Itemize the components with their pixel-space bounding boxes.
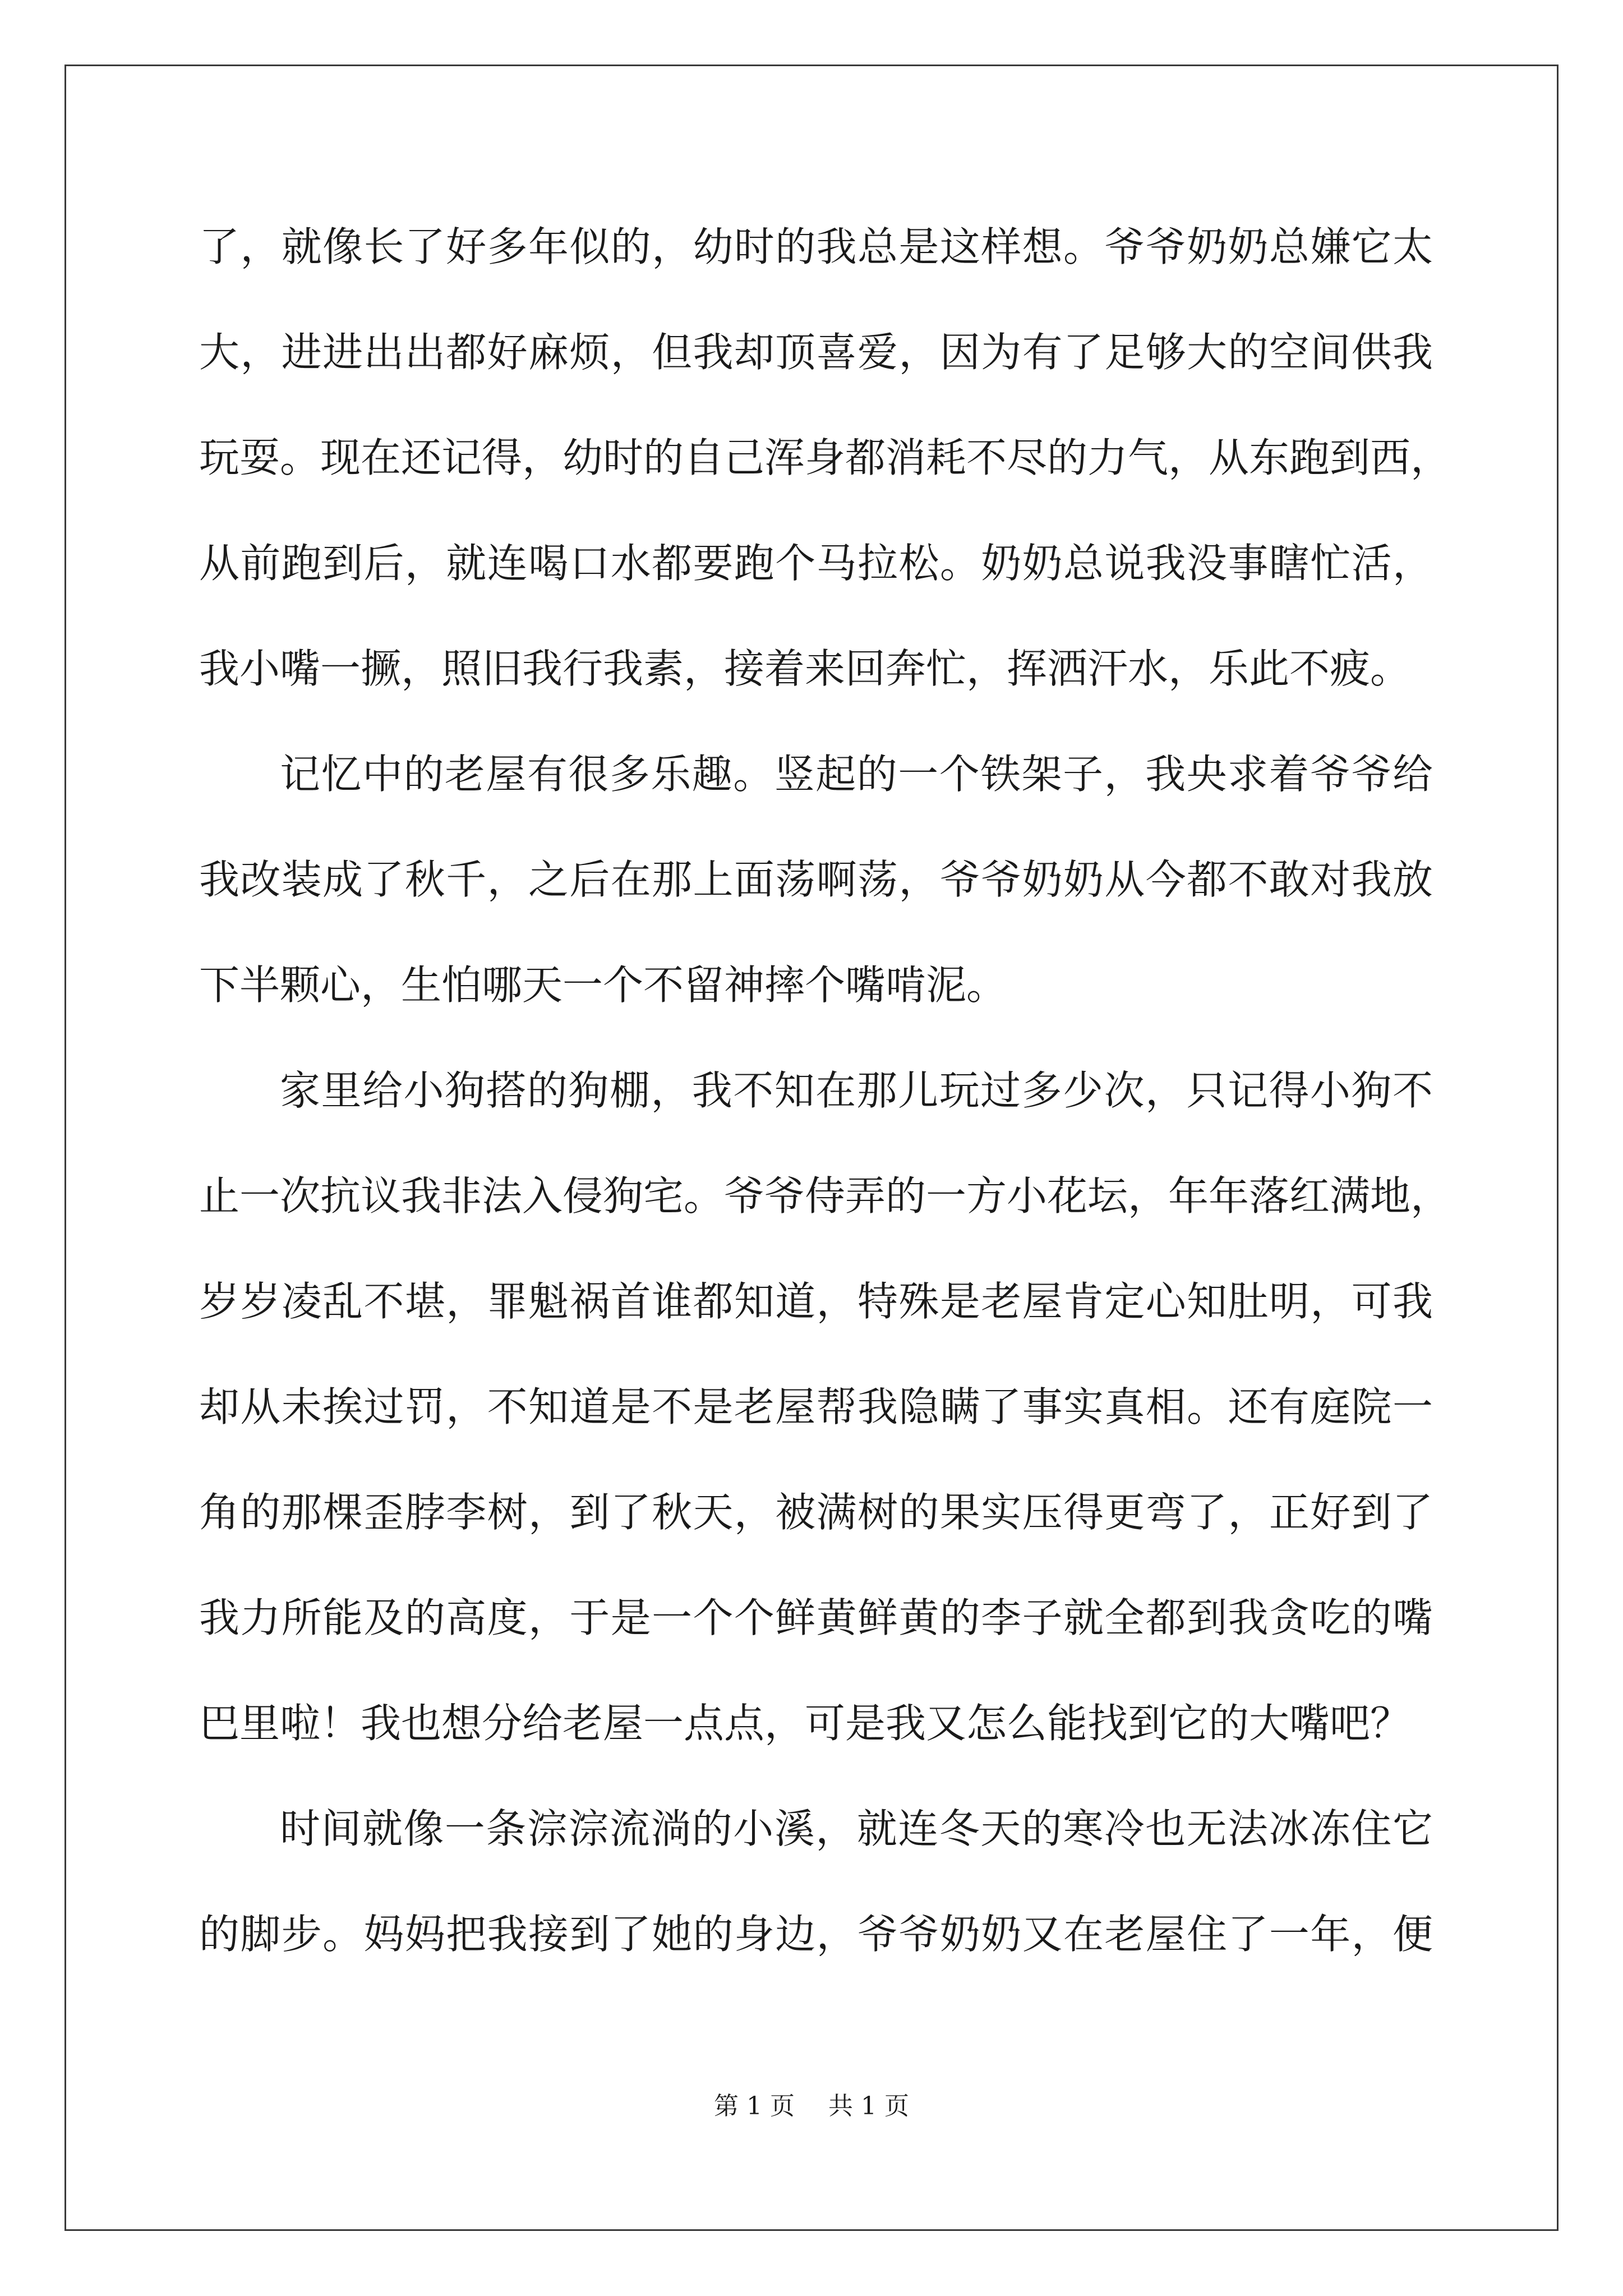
text-line: 我小嘴一撅，照旧我行我素，接着来回奔忙，挥洒汗水，乐此不疲。 [199,645,1411,692]
document-body [199,213,1451,2006]
text-line: 我改装成了秋千，之后在那上面荡啊荡，爷爷奶奶从今都不敢对我放 [199,856,1433,903]
paragraph-first-line: 家里给小狗搭的狗棚，我不知在那儿玩过多少次，只记得小狗不 [280,1067,1433,1114]
text-line: 从前跑到后，就连喝口水都要跑个马拉松。奶奶总说我没事瞎忙活， [199,540,1433,587]
text-line: 玩耍。现在还记得，幼时的自己浑身都消耗不尽的力气，从东跑到西， [199,434,1451,481]
text-line: 止一次抗议我非法入侵狗宅。爷爷侍弄的一方小花坛，年年落红满地， [199,1172,1451,1220]
text-line: 巴里啦！我也想分给老屋一点点，可是我又怎么能找到它的大嘴吧？ [199,1700,1411,1747]
page-number: 第 1 页 [714,2092,795,2120]
paragraph-first-line: 时间就像一条淙淙流淌的小溪，就连冬天的寒冷也无法冰冻住它 [280,1805,1433,1852]
paragraph-first-line: 记忆中的老屋有很多乐趣。竖起的一个铁架子，我央求着爷爷给 [280,751,1433,798]
page-total: 共 1 页 [828,2092,909,2120]
text-line: 我力所能及的高度，于是一个个鲜黄鲜黄的李子就全都到我贪吃的嘴 [199,1594,1433,1641]
text-line: 角的那棵歪脖李树，到了秋天，被满树的果实压得更弯了，正好到了 [199,1489,1433,1536]
text-line: 了，就像长了好多年似的，幼时的我总是这样想。爷爷奶奶总嫌它太 [199,223,1433,270]
text-line: 的脚步。妈妈把我接到了她的身边，爷爷奶奶又在老屋住了一年，便 [199,1911,1433,1958]
text-line: 却从未挨过罚，不知道是不是老屋帮我隐瞒了事实真相。还有庭院一 [199,1383,1433,1430]
text-line: 岁岁凌乱不堪，罪魁祸首谁都知道，特殊是老屋肯定心知肚明，可我 [199,1278,1433,1325]
text-line: 下半颗心，生怕哪天一个不留神摔个嘴啃泥。 [199,961,1007,1009]
text-line: 大，进进出出都好麻烦，但我却顶喜爱，因为有了足够大的空间供我 [199,329,1433,376]
page-footer [0,2086,1623,2122]
